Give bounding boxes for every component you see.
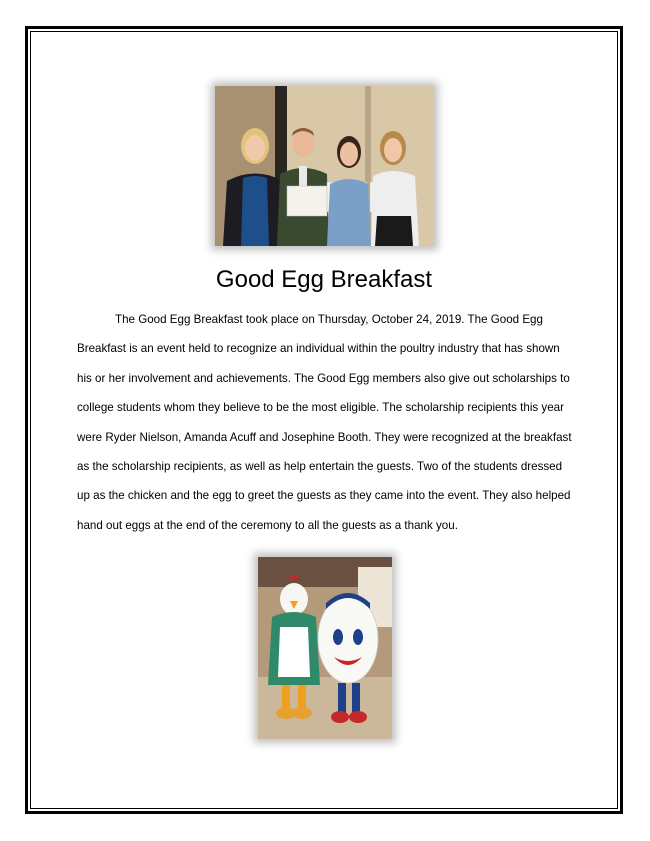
page-title: Good Egg Breakfast [215, 266, 433, 293]
body-paragraph: The Good Egg Breakfast took place on Thursday, October 24, 2019. The Good Egg Breakfast is an event held to recognize an individual within the poultry industry that has shown his or her involvement and achievements. The Good Egg members also give out scholarships to college students whom they believe to be the most eligible. The scholarship recipients this year were Ryder Nielson, Amanda Acuff and Josephine Booth. They were recognized at the breakfast as the scholarship recipients, as well as help entertain the guests. Two of the students dressed up as the chicken and the egg to greet the guests as they came into the event. They also helped hand out eggs at the end of the ceremony to all the guests as a thank you. [77, 313, 572, 532]
mascots-photo [258, 557, 392, 739]
group-photo [215, 86, 434, 246]
